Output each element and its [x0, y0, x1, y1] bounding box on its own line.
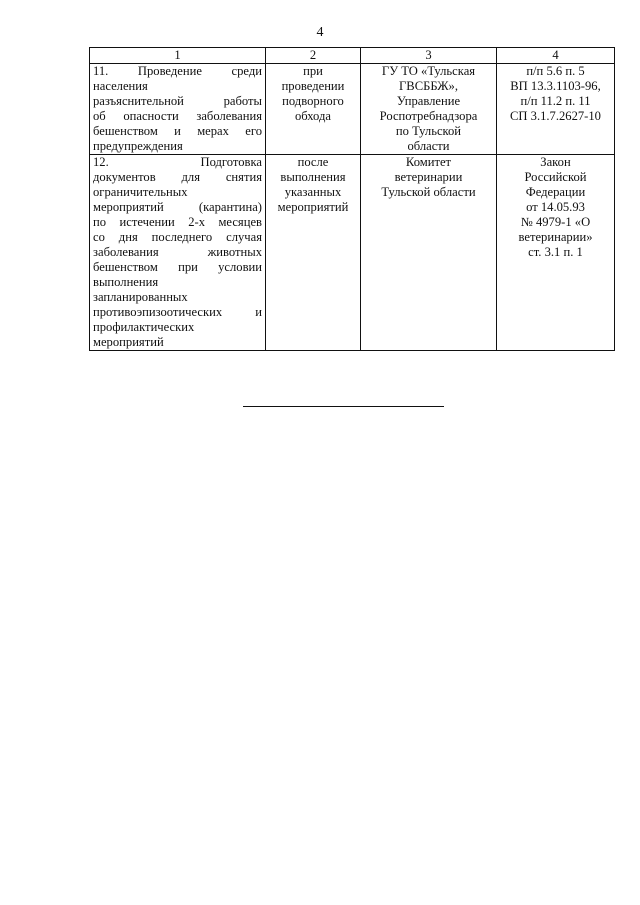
table-header-row	[90, 48, 615, 64]
measure-description-line: запланированных	[93, 290, 188, 304]
measure-description-line: со дня последнего случая	[93, 230, 262, 244]
measure-description-cell	[90, 155, 266, 351]
legal-basis-cell-text: п/п 5.6 п. 5 ВП 13.3.1103-96, п/п 11.2 п. 11 СП 3.1.7.2627-10	[510, 64, 601, 123]
legal-basis-cell	[497, 64, 615, 155]
column-header-2: 2	[266, 48, 361, 64]
responsible-cell-text: ГУ ТО «Тульская ГВСББЖ», Управление Роспотребнадзора по Тульской области	[379, 64, 478, 153]
column-header-3: 3	[361, 48, 497, 64]
responsible-cell-text: Комитет ветеринарии Тульской области	[381, 155, 476, 199]
measure-description-line: противоэпизоотических и	[93, 305, 262, 319]
measure-description-line: 11. Проведение среди	[93, 64, 262, 78]
measure-description-line: профилактических	[93, 320, 195, 334]
legal-basis-cell	[497, 155, 615, 351]
measure-description-line: документов для снятия	[93, 170, 262, 184]
measure-description-line: разъяснительной работы	[93, 94, 262, 108]
column-header-4: 4	[497, 48, 615, 64]
page-number: 4	[316, 25, 324, 40]
measure-description-line: мероприятий	[93, 335, 164, 349]
responsible-cell	[361, 155, 497, 351]
timing-cell	[266, 64, 361, 155]
measure-description-cell	[90, 64, 266, 155]
responsible-cell	[361, 64, 497, 155]
timing-cell	[266, 155, 361, 351]
legal-basis-cell-text: Закон Российской Федерации от 14.05.93 № 4979-1 «О ветеринарии» ст. 3.1 п. 1	[518, 155, 593, 259]
table-row	[90, 155, 615, 351]
measure-description-line: бешенством при условии	[93, 260, 262, 274]
measure-description-line: 12. Подготовка	[93, 155, 262, 169]
measure-description-line: по истечении 2-х месяцев	[93, 215, 262, 229]
measure-description-line: выполнения	[93, 275, 159, 289]
timing-cell-text: при проведении подворного обхода	[281, 64, 345, 123]
measure-description-line: бешенством и мерах его	[93, 124, 262, 138]
measure-description-line: мероприятий (карантина)	[93, 200, 262, 214]
measures-table	[89, 47, 615, 351]
measure-description-line: об опасности заболевания	[93, 109, 262, 123]
measure-description-line: ограничительных	[93, 185, 188, 199]
measure-description-line: населения	[93, 79, 148, 93]
end-separator-line	[243, 406, 444, 407]
measure-description-line: заболевания животных	[93, 245, 262, 259]
table-body	[90, 64, 615, 351]
table-row	[90, 64, 615, 155]
measure-description-line: предупреждения	[93, 139, 183, 153]
timing-cell-text: после выполнения указанных мероприятий	[277, 155, 349, 214]
column-header-1: 1	[90, 48, 266, 64]
